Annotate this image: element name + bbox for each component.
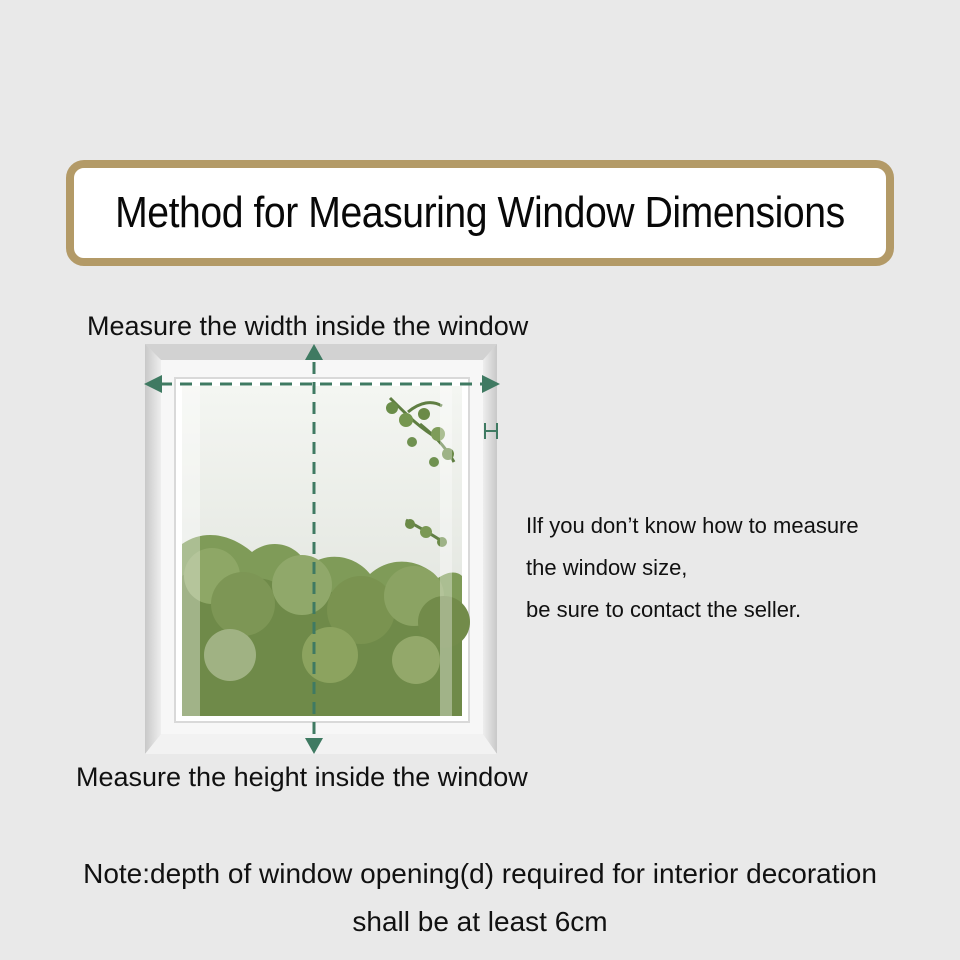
measure-help-note-line-2: the window size,	[526, 555, 688, 580]
page-title: Method for Measuring Window Dimensions	[115, 188, 845, 237]
measure-help-note-line-1: Ilf you don’t know how to measure	[526, 513, 859, 538]
measure-help-note-line-3: be sure to contact the seller.	[526, 597, 802, 622]
bottom-note-line-1: Note:depth of window opening(d) required for interior decoration	[83, 858, 877, 889]
window-glass	[182, 386, 470, 716]
width-measure-label: Measure the width inside the window	[87, 311, 529, 341]
bottom-note-line-2: shall be at least 6cm	[352, 906, 608, 937]
title-box	[66, 160, 894, 266]
measure-help-note	[526, 505, 946, 631]
height-measure-label: Measure the height inside the window	[76, 762, 528, 792]
window-illustration-icon	[120, 330, 520, 770]
